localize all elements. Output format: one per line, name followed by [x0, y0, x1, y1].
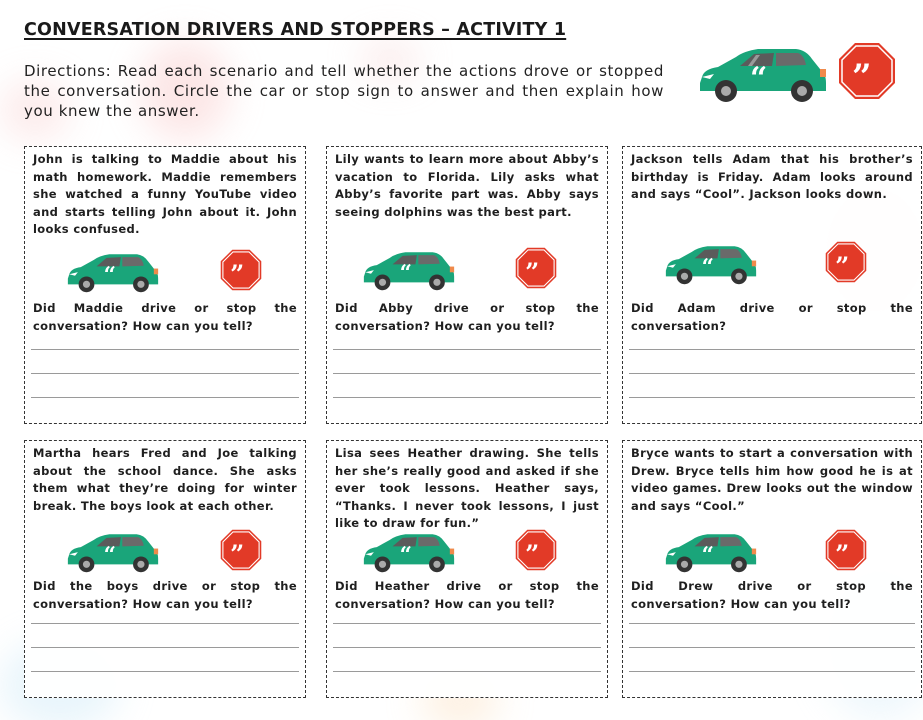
answer-line[interactable] — [31, 373, 299, 374]
question-text: Did Heather drive or stop the conversation? How can you tell? — [335, 579, 599, 611]
answer-line[interactable] — [333, 373, 601, 374]
answer-line[interactable] — [629, 397, 915, 398]
svg-text:“: “ — [701, 255, 715, 281]
answer-lines[interactable] — [31, 349, 299, 415]
header-icons — [696, 36, 906, 106]
stop-sign-icon[interactable] — [515, 247, 557, 289]
stop-sign-icon — [838, 42, 896, 100]
answer-lines[interactable] — [629, 623, 915, 689]
answer-line[interactable] — [31, 671, 299, 672]
scenario-text: John is talking to Maddie about his math homework. Maddie remembers she watched a funny YouTube video and starts telling John about it. John looks confused. — [33, 152, 297, 236]
svg-text:”: ” — [835, 251, 850, 281]
answer-line[interactable] — [31, 349, 299, 350]
car-icon — [696, 39, 830, 103]
car-icon[interactable] — [361, 527, 457, 573]
scenario-text: Lily wants to learn more about Abby’s vacation to Florida. Lily asks what Abby’s favorite part was. Abby says seeing dolphins was the best part. — [335, 152, 599, 219]
scenario-card-4 — [24, 440, 306, 698]
svg-text:”: ” — [230, 259, 245, 289]
answer-choices — [327, 527, 607, 573]
answer-choices — [25, 527, 305, 573]
svg-text:“: “ — [399, 261, 413, 287]
svg-text:“: “ — [701, 543, 715, 569]
stop-sign-icon[interactable] — [220, 249, 262, 291]
answer-line[interactable] — [629, 671, 915, 672]
answer-lines[interactable] — [333, 349, 601, 415]
scenario-text: Bryce wants to start a conversation with Drew. Bryce tells him how good he is at video games. Drew looks out the window and says “Cool.” — [631, 446, 913, 513]
answer-line[interactable] — [333, 647, 601, 648]
answer-line[interactable] — [629, 623, 915, 624]
scenario-text: Martha hears Fred and Joe talking about the school dance. She asks them what they’re doing for winter break. The boys look at each other. — [33, 446, 297, 513]
answer-line[interactable] — [629, 349, 915, 350]
stop-sign-icon[interactable] — [825, 529, 867, 571]
answer-line[interactable] — [31, 623, 299, 624]
close-quote-glyph: ” — [852, 57, 872, 97]
question-text: Did the boys drive or stop the conversation? How can you tell? — [33, 579, 297, 611]
answer-choices — [623, 527, 921, 573]
scenario-text: Jackson tells Adam that his brother’s birthday is Friday. Adam looks around and says “Cool”. Jackson looks down. — [631, 152, 913, 201]
page-title: CONVERSATION DRIVERS AND STOPPERS – ACTIVITY 1 — [24, 20, 567, 40]
svg-text:“: “ — [103, 543, 117, 569]
answer-line[interactable] — [333, 623, 601, 624]
answer-line[interactable] — [31, 397, 299, 398]
directions-text: Directions: Read each scenario and tell whether the actions drove or stopped the conversation. Circle the car or stop sign to answer and then explain how you knew the answer. — [24, 62, 664, 120]
stop-sign-icon[interactable] — [825, 241, 867, 283]
scenario-card-6 — [622, 440, 922, 698]
question-text: Did Drew drive or stop the conversation? How can you tell? — [631, 579, 913, 611]
scenario-card-1 — [24, 146, 306, 424]
answer-line[interactable] — [31, 647, 299, 648]
svg-text:”: ” — [525, 257, 540, 287]
question-text: Did Maddie drive or stop the conversation? How can you tell? — [33, 301, 297, 333]
car-icon[interactable] — [361, 245, 457, 291]
svg-text:”: ” — [525, 539, 540, 569]
car-icon[interactable] — [663, 527, 759, 573]
stop-sign-icon[interactable] — [220, 529, 262, 571]
svg-text:“: “ — [399, 543, 413, 569]
answer-line[interactable] — [333, 671, 601, 672]
answer-line[interactable] — [629, 373, 915, 374]
answer-lines[interactable] — [31, 623, 299, 689]
question-text: Did Adam drive or stop the conversation? — [631, 301, 913, 333]
scenario-text: Lisa sees Heather drawing. She tells her she’s really good and asked if she ever took lessons. Heather says, “Thanks. I never took lessons, I just like to draw for fun.” — [335, 446, 599, 530]
svg-text:”: ” — [835, 539, 850, 569]
scenario-card-5 — [326, 440, 608, 698]
car-icon[interactable] — [65, 247, 161, 293]
car-icon[interactable] — [65, 527, 161, 573]
answer-line[interactable] — [629, 647, 915, 648]
open-quote-glyph: “ — [750, 61, 768, 96]
answer-line[interactable] — [333, 349, 601, 350]
stop-sign-icon[interactable] — [515, 529, 557, 571]
question-text: Did Abby drive or stop the conversation? How can you tell? — [335, 301, 599, 333]
scenario-grid — [24, 146, 922, 702]
scenario-card-3 — [622, 146, 922, 424]
svg-text:”: ” — [230, 539, 245, 569]
scenario-card-2 — [326, 146, 608, 424]
answer-choices — [623, 239, 921, 285]
answer-line[interactable] — [333, 397, 601, 398]
answer-choices — [327, 245, 607, 291]
answer-choices — [25, 247, 305, 293]
answer-lines[interactable] — [629, 349, 915, 415]
car-icon[interactable] — [663, 239, 759, 285]
svg-text:“: “ — [103, 263, 117, 289]
answer-lines[interactable] — [333, 623, 601, 689]
